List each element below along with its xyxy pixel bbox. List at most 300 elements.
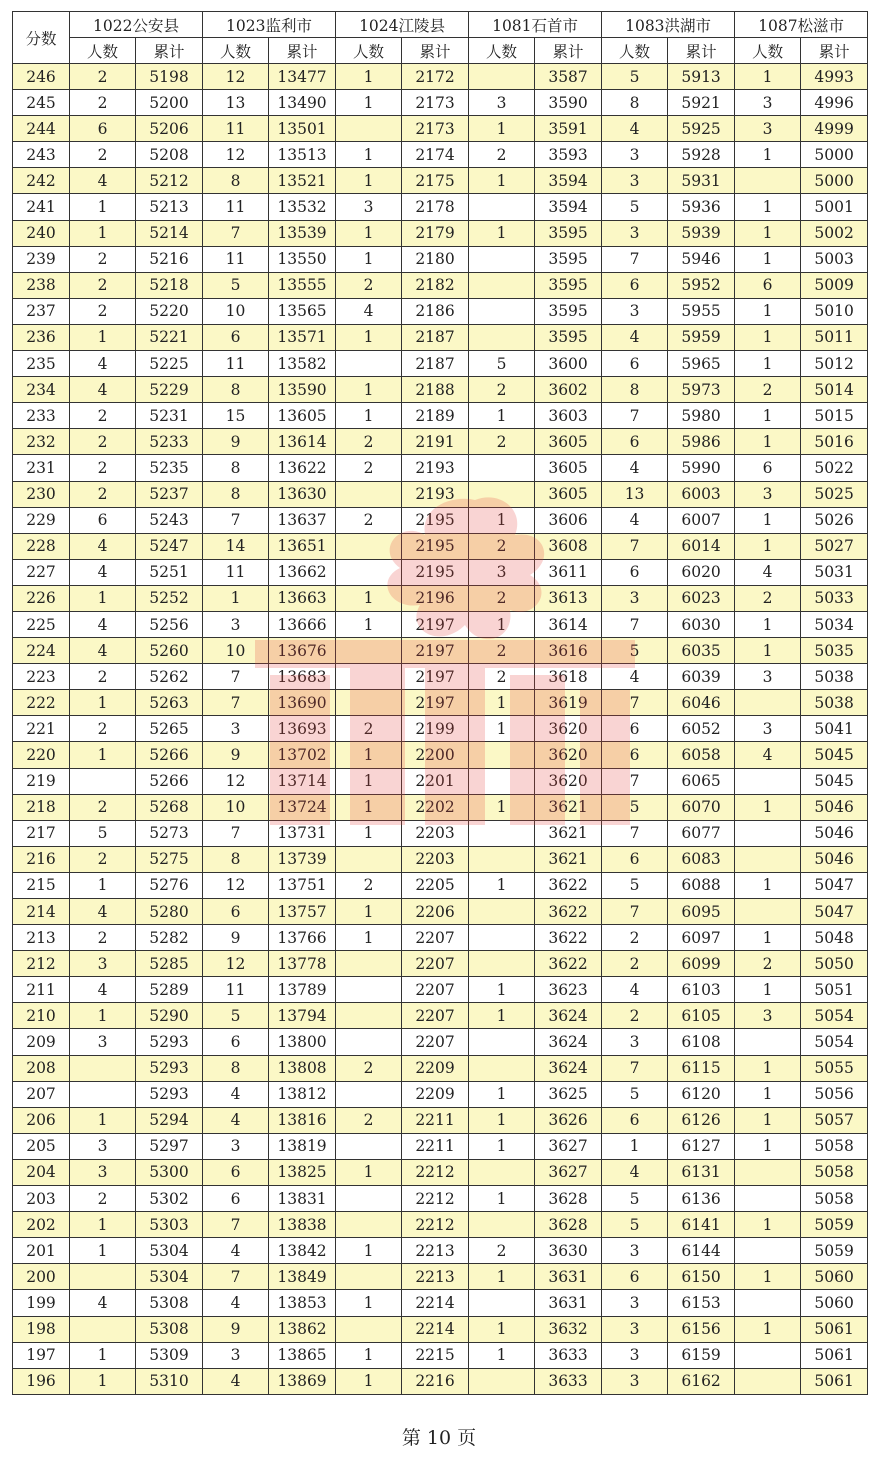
count-cell: 2	[336, 272, 402, 298]
table-row	[13, 1081, 868, 1107]
count-cell: 3	[469, 90, 535, 116]
cumulative-cell: 6046	[668, 690, 735, 716]
count-cell: 6	[602, 429, 668, 455]
count-cell: 2	[70, 246, 136, 272]
cumulative-cell: 5001	[801, 194, 868, 220]
cumulative-cell: 5022	[801, 455, 868, 481]
table-row	[13, 768, 868, 794]
count-cell: 1	[336, 899, 402, 925]
cumulative-cell: 2216	[402, 1368, 469, 1394]
cumulative-cell: 5921	[668, 90, 735, 116]
cumulative-cell: 5302	[136, 1186, 203, 1212]
cumulative-cell: 5300	[136, 1159, 203, 1185]
cumulative-cell: 5913	[668, 64, 735, 90]
cumulative-cell: 5050	[801, 951, 868, 977]
count-cell	[70, 768, 136, 794]
score-cell: 224	[13, 638, 70, 664]
count-cell: 7	[602, 768, 668, 794]
cumulative-cell: 13862	[269, 1316, 336, 1342]
cumulative-cell: 5310	[136, 1368, 203, 1394]
table-row	[13, 116, 868, 142]
count-cell: 4	[70, 533, 136, 559]
table-row	[13, 1290, 868, 1316]
cumulative-cell: 5260	[136, 638, 203, 664]
count-cell: 1	[735, 246, 801, 272]
count-cell	[469, 272, 535, 298]
count-cell: 2	[469, 533, 535, 559]
cumulative-cell: 2179	[402, 220, 469, 246]
score-cell: 222	[13, 690, 70, 716]
count-cell: 7	[203, 220, 269, 246]
cumulative-cell: 5247	[136, 533, 203, 559]
count-cell: 6	[70, 507, 136, 533]
score-cell: 213	[13, 925, 70, 951]
score-cell: 204	[13, 1159, 70, 1185]
cumulative-cell: 5275	[136, 846, 203, 872]
cumulative-cell: 5048	[801, 925, 868, 951]
count-cell: 1	[70, 194, 136, 220]
score-cell: 206	[13, 1107, 70, 1133]
cumulative-cell: 5025	[801, 481, 868, 507]
cumulative-cell: 5925	[668, 116, 735, 142]
count-cell: 1	[735, 638, 801, 664]
cumulative-cell: 5303	[136, 1212, 203, 1238]
cumulative-cell: 13532	[269, 194, 336, 220]
cumulative-cell: 3595	[535, 220, 602, 246]
count-cell	[70, 1081, 136, 1107]
count-cell: 3	[735, 90, 801, 116]
cumulative-cell: 13662	[269, 559, 336, 585]
header-row-subcolumns	[13, 38, 868, 64]
cumulative-cell: 5031	[801, 559, 868, 585]
cumulative-cell: 2199	[402, 716, 469, 742]
cumulative-cell: 2193	[402, 481, 469, 507]
cumulative-cell: 5058	[801, 1186, 868, 1212]
count-cell: 2	[602, 925, 668, 951]
cumulative-cell: 13800	[269, 1029, 336, 1055]
cumulative-cell: 5060	[801, 1290, 868, 1316]
cumulative-cell: 5304	[136, 1264, 203, 1290]
count-cell: 3	[602, 1368, 668, 1394]
count-cell: 12	[203, 768, 269, 794]
table-row	[13, 977, 868, 1003]
count-cell	[336, 559, 402, 585]
count-cell: 1	[469, 1107, 535, 1133]
count-cell: 4	[602, 116, 668, 142]
cumulative-cell: 2186	[402, 298, 469, 324]
cumulative-cell: 13819	[269, 1133, 336, 1159]
table-row	[13, 1342, 868, 1368]
count-cell: 1	[336, 1238, 402, 1264]
cumulative-cell: 5059	[801, 1212, 868, 1238]
cumulative-cell: 5990	[668, 455, 735, 481]
count-cell	[735, 168, 801, 194]
count-cell	[469, 1029, 535, 1055]
cumulative-cell: 13676	[269, 638, 336, 664]
count-cell: 4	[735, 559, 801, 585]
cumulative-cell: 6035	[668, 638, 735, 664]
table-row	[13, 481, 868, 507]
table-row	[13, 690, 868, 716]
cumulative-cell: 2206	[402, 899, 469, 925]
score-cell: 202	[13, 1212, 70, 1238]
score-cell: 235	[13, 351, 70, 377]
cumulative-cell: 5235	[136, 455, 203, 481]
count-cell: 5	[70, 820, 136, 846]
cumulative-cell: 13825	[269, 1159, 336, 1185]
cumulative-cell: 5309	[136, 1342, 203, 1368]
cumulative-cell: 5046	[801, 820, 868, 846]
table-row	[13, 324, 868, 350]
cumulative-cell: 13865	[269, 1342, 336, 1368]
cumulative-cell: 6083	[668, 846, 735, 872]
table-row	[13, 1186, 868, 1212]
count-cell	[70, 1316, 136, 1342]
cumulative-cell: 5051	[801, 977, 868, 1003]
cumulative-cell: 3620	[535, 716, 602, 742]
cumulative-cell: 5955	[668, 298, 735, 324]
cumulative-cell: 13590	[269, 377, 336, 403]
table-row	[13, 664, 868, 690]
count-cell	[469, 820, 535, 846]
table-row	[13, 455, 868, 481]
count-cell: 6	[602, 742, 668, 768]
cumulative-cell: 6065	[668, 768, 735, 794]
table-row	[13, 403, 868, 429]
count-cell: 4	[70, 899, 136, 925]
count-cell: 4	[735, 742, 801, 768]
cumulative-cell: 5280	[136, 899, 203, 925]
cumulative-cell: 3603	[535, 403, 602, 429]
cumulative-cell: 6070	[668, 794, 735, 820]
cumulative-cell: 3622	[535, 925, 602, 951]
count-cell	[336, 1081, 402, 1107]
table-row	[13, 351, 868, 377]
count-cell	[469, 1055, 535, 1081]
score-column-header: 分数	[13, 12, 70, 64]
cumulative-cell: 5293	[136, 1029, 203, 1055]
count-cell: 5	[602, 794, 668, 820]
count-cell: 1	[735, 1055, 801, 1081]
count-cell: 1	[70, 1107, 136, 1133]
count-cell: 9	[203, 742, 269, 768]
score-cell: 216	[13, 846, 70, 872]
count-cell: 9	[203, 925, 269, 951]
cumulative-cell: 5061	[801, 1368, 868, 1394]
count-cell: 9	[203, 1316, 269, 1342]
count-cell: 4	[203, 1290, 269, 1316]
count-cell: 3	[602, 585, 668, 611]
table-row	[13, 872, 868, 898]
count-cell: 4	[70, 351, 136, 377]
count-cell: 1	[469, 1133, 535, 1159]
count-cell: 1	[735, 1081, 801, 1107]
count-cell: 1	[735, 298, 801, 324]
table-row	[13, 1003, 868, 1029]
count-cell: 1	[469, 507, 535, 533]
cumulative-cell: 5986	[668, 429, 735, 455]
cumulative-cell: 2175	[402, 168, 469, 194]
count-cell: 1	[469, 611, 535, 637]
cumulative-cell: 5213	[136, 194, 203, 220]
region-header: 1022公安县	[70, 12, 203, 38]
cumulative-cell: 5251	[136, 559, 203, 585]
score-cell: 211	[13, 977, 70, 1003]
count-cell: 2	[336, 507, 402, 533]
count-cell: 5	[469, 351, 535, 377]
cumulative-cell: 6014	[668, 533, 735, 559]
count-cell: 4	[70, 1290, 136, 1316]
cumulative-cell: 2197	[402, 611, 469, 637]
cumulative-cell: 13842	[269, 1238, 336, 1264]
cumulative-cell: 5206	[136, 116, 203, 142]
count-cell: 1	[735, 533, 801, 559]
cumulative-cell: 5266	[136, 768, 203, 794]
count-cell: 7	[203, 1264, 269, 1290]
cumulative-cell: 13724	[269, 794, 336, 820]
count-cell: 1	[336, 1290, 402, 1316]
count-cell: 5	[602, 194, 668, 220]
cumulative-cell: 13501	[269, 116, 336, 142]
count-cell: 8	[203, 377, 269, 403]
cumulative-cell: 6020	[668, 559, 735, 585]
count-cell: 7	[203, 1212, 269, 1238]
count-cell: 7	[203, 690, 269, 716]
count-cell: 7	[203, 820, 269, 846]
table-row	[13, 507, 868, 533]
cumulative-cell: 13622	[269, 455, 336, 481]
cumulative-cell: 3618	[535, 664, 602, 690]
cumulative-cell: 2178	[402, 194, 469, 220]
count-cell: 1	[336, 794, 402, 820]
score-cell: 242	[13, 168, 70, 194]
count-cell: 3	[602, 168, 668, 194]
count-cell: 4	[602, 664, 668, 690]
cumulative-cell: 5045	[801, 742, 868, 768]
table-row	[13, 194, 868, 220]
count-cell	[469, 1159, 535, 1185]
cumulative-cell: 5046	[801, 794, 868, 820]
count-cell	[336, 1003, 402, 1029]
count-cell: 2	[336, 455, 402, 481]
cumulative-cell: 2191	[402, 429, 469, 455]
cumulative-cell: 6150	[668, 1264, 735, 1290]
score-cell: 196	[13, 1368, 70, 1394]
count-cell: 1	[70, 1342, 136, 1368]
count-cell: 2	[70, 716, 136, 742]
cumulative-cell: 5054	[801, 1003, 868, 1029]
count-cell: 11	[203, 351, 269, 377]
cumulative-cell: 2207	[402, 951, 469, 977]
count-cell: 7	[203, 664, 269, 690]
cumulative-cell: 4996	[801, 90, 868, 116]
cumulative-cell: 5289	[136, 977, 203, 1003]
count-cell: 1	[469, 794, 535, 820]
count-cell: 2	[602, 1003, 668, 1029]
count-cell: 6	[70, 116, 136, 142]
cumulative-cell: 2212	[402, 1186, 469, 1212]
count-cell: 5	[602, 872, 668, 898]
count-cell	[336, 1133, 402, 1159]
count-cell: 2	[70, 925, 136, 951]
score-cell: 227	[13, 559, 70, 585]
count-cell	[336, 1264, 402, 1290]
count-cell: 1	[336, 742, 402, 768]
cumulative-cell: 3600	[535, 351, 602, 377]
count-header: 人数	[336, 38, 402, 64]
count-cell: 6	[602, 1264, 668, 1290]
cumulative-cell: 5208	[136, 142, 203, 168]
count-cell: 2	[469, 638, 535, 664]
cumulative-cell: 5931	[668, 168, 735, 194]
cumulative-cell: 13513	[269, 142, 336, 168]
cumulative-cell: 6141	[668, 1212, 735, 1238]
cumulative-header: 累计	[402, 38, 469, 64]
cumulative-cell: 3620	[535, 742, 602, 768]
count-cell	[469, 1212, 535, 1238]
count-cell	[336, 1029, 402, 1055]
cumulative-cell: 5973	[668, 377, 735, 403]
cumulative-cell: 3622	[535, 899, 602, 925]
table-row	[13, 90, 868, 116]
cumulative-cell: 13831	[269, 1186, 336, 1212]
header-row-regions	[13, 12, 868, 38]
count-cell: 5	[602, 638, 668, 664]
count-cell: 2	[70, 403, 136, 429]
cumulative-cell: 2207	[402, 1029, 469, 1055]
cumulative-cell: 5266	[136, 742, 203, 768]
score-cell: 201	[13, 1238, 70, 1264]
cumulative-cell: 5026	[801, 507, 868, 533]
cumulative-cell: 5012	[801, 351, 868, 377]
region-header: 1024江陵县	[336, 12, 469, 38]
count-cell: 10	[203, 298, 269, 324]
count-cell: 2	[469, 429, 535, 455]
count-cell: 3	[336, 194, 402, 220]
count-cell: 1	[735, 611, 801, 637]
cumulative-cell: 5265	[136, 716, 203, 742]
cumulative-cell: 5038	[801, 690, 868, 716]
cumulative-cell: 13614	[269, 429, 336, 455]
table-row	[13, 925, 868, 951]
cumulative-cell: 5009	[801, 272, 868, 298]
cumulative-cell: 3621	[535, 820, 602, 846]
score-distribution-table	[12, 11, 868, 1395]
count-cell: 8	[203, 481, 269, 507]
count-cell: 1	[602, 1133, 668, 1159]
count-cell: 8	[602, 90, 668, 116]
cumulative-cell: 2214	[402, 1290, 469, 1316]
count-cell: 6	[602, 351, 668, 377]
cumulative-cell: 5282	[136, 925, 203, 951]
cumulative-cell: 5011	[801, 324, 868, 350]
cumulative-cell: 5273	[136, 820, 203, 846]
cumulative-cell: 5285	[136, 951, 203, 977]
cumulative-cell: 5014	[801, 377, 868, 403]
score-cell: 205	[13, 1133, 70, 1159]
table-row	[13, 1238, 868, 1264]
cumulative-cell: 2211	[402, 1107, 469, 1133]
cumulative-cell: 6088	[668, 872, 735, 898]
count-cell: 6	[602, 846, 668, 872]
cumulative-cell: 4999	[801, 116, 868, 142]
cumulative-cell: 5220	[136, 298, 203, 324]
cumulative-cell: 2195	[402, 507, 469, 533]
count-cell	[735, 690, 801, 716]
count-cell	[469, 455, 535, 481]
count-cell: 13	[203, 90, 269, 116]
count-header: 人数	[602, 38, 668, 64]
cumulative-cell: 2203	[402, 846, 469, 872]
count-cell: 12	[203, 872, 269, 898]
cumulative-cell: 6136	[668, 1186, 735, 1212]
score-cell: 228	[13, 533, 70, 559]
cumulative-cell: 3602	[535, 377, 602, 403]
count-cell: 11	[203, 246, 269, 272]
table-row	[13, 820, 868, 846]
cumulative-cell: 5002	[801, 220, 868, 246]
cumulative-cell: 5293	[136, 1055, 203, 1081]
count-cell: 7	[602, 533, 668, 559]
count-cell: 10	[203, 638, 269, 664]
cumulative-cell: 2173	[402, 116, 469, 142]
cumulative-cell: 6030	[668, 611, 735, 637]
count-cell: 3	[70, 1029, 136, 1055]
count-cell: 1	[469, 1316, 535, 1342]
count-cell: 3	[735, 664, 801, 690]
count-cell: 1	[336, 925, 402, 951]
count-cell: 3	[602, 1238, 668, 1264]
count-cell	[336, 481, 402, 507]
cumulative-cell: 3626	[535, 1107, 602, 1133]
count-cell: 1	[70, 1368, 136, 1394]
count-cell: 6	[602, 559, 668, 585]
cumulative-cell: 2215	[402, 1342, 469, 1368]
cumulative-cell: 5308	[136, 1316, 203, 1342]
count-cell	[336, 1212, 402, 1238]
count-cell: 3	[602, 1029, 668, 1055]
table-header	[13, 12, 868, 64]
count-cell: 11	[203, 559, 269, 585]
cumulative-cell: 3605	[535, 429, 602, 455]
count-cell: 2	[336, 429, 402, 455]
count-cell: 8	[203, 168, 269, 194]
count-cell	[735, 1342, 801, 1368]
cumulative-header: 累计	[136, 38, 203, 64]
count-cell: 1	[735, 142, 801, 168]
count-cell: 1	[70, 220, 136, 246]
count-cell: 2	[336, 1107, 402, 1133]
cumulative-cell: 4993	[801, 64, 868, 90]
count-cell: 7	[602, 820, 668, 846]
count-cell: 4	[602, 455, 668, 481]
count-cell: 3	[735, 116, 801, 142]
count-cell: 5	[602, 1081, 668, 1107]
cumulative-cell: 13683	[269, 664, 336, 690]
cumulative-cell: 5058	[801, 1159, 868, 1185]
cumulative-cell: 5293	[136, 1081, 203, 1107]
count-cell: 1	[336, 168, 402, 194]
count-cell: 12	[203, 951, 269, 977]
cumulative-cell: 5000	[801, 168, 868, 194]
table-row	[13, 716, 868, 742]
table-row	[13, 533, 868, 559]
score-cell: 215	[13, 872, 70, 898]
cumulative-cell: 5928	[668, 142, 735, 168]
count-cell	[70, 1055, 136, 1081]
count-cell: 3	[70, 1159, 136, 1185]
cumulative-cell: 13757	[269, 899, 336, 925]
